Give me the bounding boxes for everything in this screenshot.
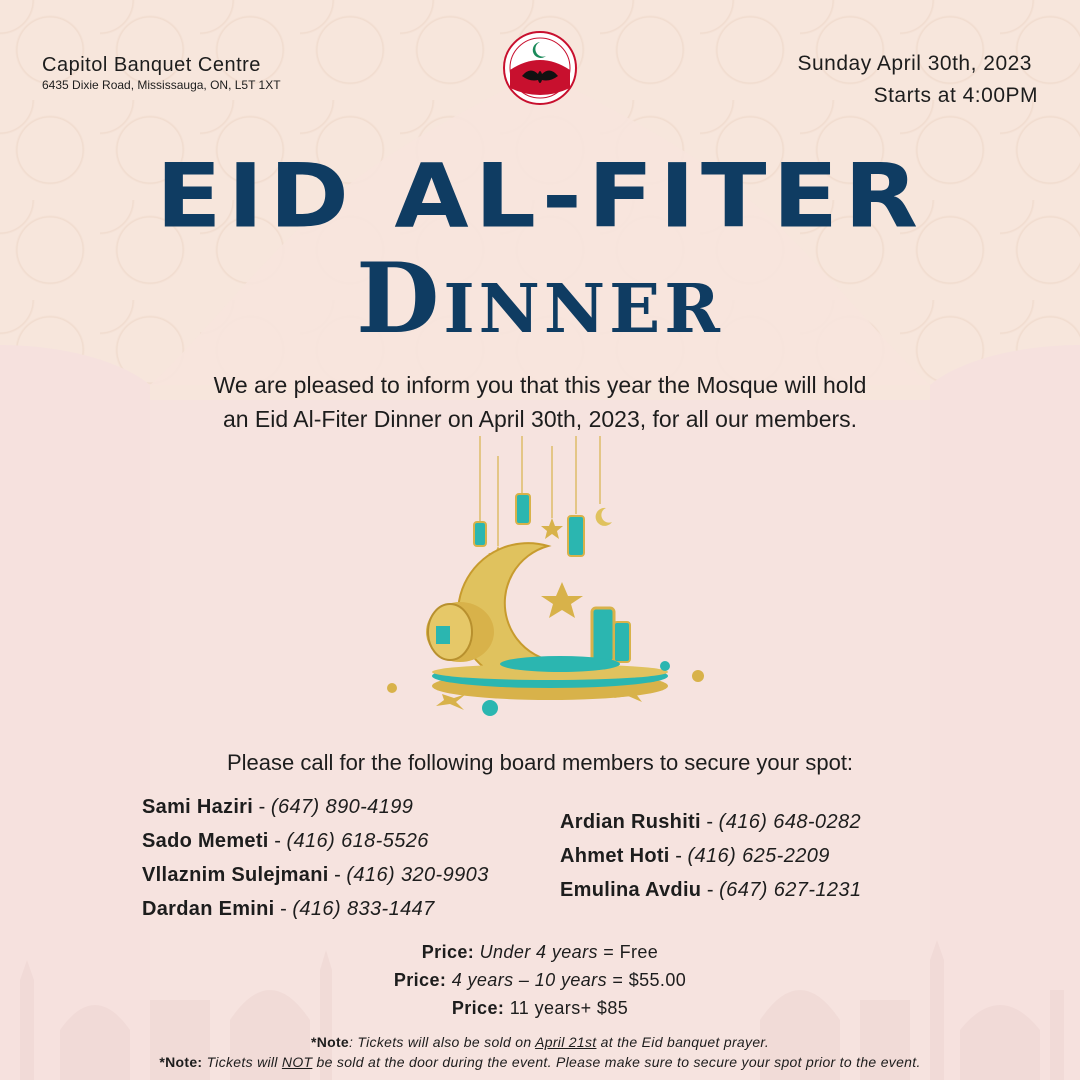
mosque-logo-icon <box>502 30 578 106</box>
contact-name: Emulina Avdiu <box>560 879 702 901</box>
price-equals: = <box>597 942 620 962</box>
contact-name: Ahmet Hoti <box>560 845 670 867</box>
contacts-right-column <box>560 805 861 907</box>
contact-separator: - <box>268 830 287 852</box>
note-underlined: NOT <box>281 1054 313 1070</box>
price-equals: = <box>606 970 629 990</box>
note-text: at the Eid banquet prayer. <box>596 1034 770 1050</box>
contact-phone: (416) 618-5526 <box>286 830 429 852</box>
contact-item <box>142 790 489 824</box>
intro-line-2: an Eid Al-Fiter Dinner on April 30th, 2023, for all our members. <box>222 406 858 432</box>
contact-item <box>142 824 489 858</box>
contact-name: Dardan Emini <box>142 898 275 920</box>
contact-phone: (416) 648-0282 <box>718 811 862 833</box>
contacts-left-column <box>142 790 489 926</box>
contact-separator: - <box>253 796 271 818</box>
notes-block <box>0 1032 1080 1072</box>
price-amount: $55.00 <box>628 970 687 990</box>
contact-item <box>560 805 861 839</box>
price-row <box>0 938 1080 966</box>
contact-name: Sado Memeti <box>142 830 269 852</box>
contact-separator: - <box>328 864 347 886</box>
note-text: be sold at the door during the event. Please make sure to secure your spot prior to the event. <box>312 1054 921 1070</box>
contact-separator: - <box>274 898 293 920</box>
price-label: Price: <box>393 970 447 990</box>
contact-phone: (647) 627-1231 <box>719 879 862 901</box>
contact-phone: (647) 890-4199 <box>270 796 414 818</box>
venue-name: Capitol Banquet Centre <box>42 54 261 76</box>
event-date: Sunday April 30th, 2023 <box>797 52 1032 75</box>
note-label: *Note: <box>159 1054 203 1070</box>
price-tier: 4 years – 10 years <box>451 970 607 990</box>
price-row <box>0 966 1080 994</box>
note-2 <box>0 1052 1080 1072</box>
note-1 <box>0 1032 1080 1052</box>
price-amount: Free <box>619 942 659 962</box>
contact-name: Vllaznim Sulejmani <box>142 864 329 886</box>
contact-separator: - <box>701 879 720 901</box>
price-list <box>0 938 1080 1022</box>
price-label: Price: <box>421 942 475 962</box>
contact-item <box>560 873 861 907</box>
title-line-2: Dinner <box>356 242 724 355</box>
contact-item <box>142 892 489 926</box>
price-row <box>0 994 1080 1022</box>
price-tier: Under 4 years <box>479 942 598 962</box>
eid-illustration <box>380 436 720 726</box>
price-amount: $85 <box>596 998 629 1018</box>
price-label: Price: <box>451 998 505 1018</box>
contact-phone: (416) 625-2209 <box>687 845 830 867</box>
contact-item <box>560 839 861 873</box>
event-date-block <box>797 52 1038 108</box>
price-tier: 11 years+ <box>509 998 592 1018</box>
event-start-time: Starts at 4:00PM <box>873 84 1038 107</box>
contact-name: Sami Haziri <box>142 796 254 818</box>
contact-separator: - <box>669 845 688 867</box>
contact-item <box>142 858 489 892</box>
intro-line-1: We are pleased to inform you that this year the Mosque will hold <box>213 372 867 398</box>
note-underlined: April 21st <box>535 1034 597 1050</box>
drum-icon <box>426 602 494 662</box>
contact-phone: (416) 320-9903 <box>346 864 489 886</box>
note-text: Tickets will <box>202 1054 282 1070</box>
venue-block <box>42 54 281 92</box>
contact-separator: - <box>700 811 719 833</box>
venue-address: 6435 Dixie Road, Mississauga, ON, L5T 1XT <box>42 78 281 92</box>
note-text: : Tickets will also be sold on <box>349 1034 536 1050</box>
title-line-1: EID AL-FITER <box>156 144 924 248</box>
call-to-action: Please call for the following board members to secure your spot: <box>226 750 854 775</box>
note-label: *Note <box>310 1034 350 1050</box>
contact-phone: (416) 833-1447 <box>292 898 435 920</box>
contact-name: Ardian Rushiti <box>560 811 701 833</box>
intro-text <box>120 368 960 436</box>
